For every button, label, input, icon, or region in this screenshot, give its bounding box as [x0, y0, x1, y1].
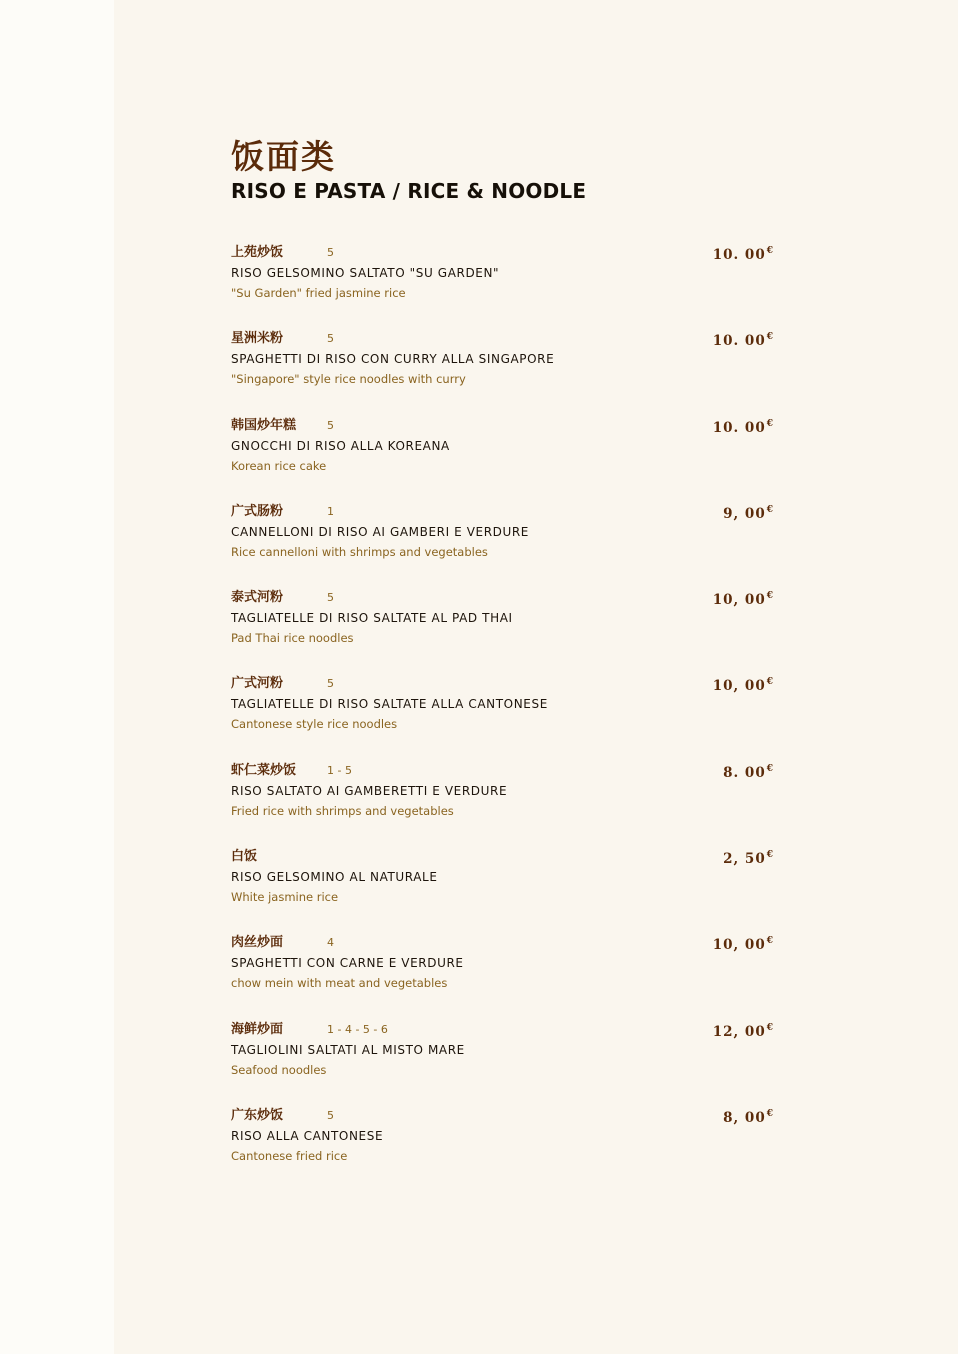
currency-symbol: € [766, 246, 773, 256]
dish-name-english: Cantonese fried rice [231, 1148, 348, 1163]
dish-price [713, 326, 773, 352]
currency-symbol: € [766, 1108, 773, 1119]
menu-item [231, 1102, 773, 1188]
dish-price [713, 585, 773, 611]
dish-price [713, 930, 773, 956]
dish-name-chinese: 星洲米粉 [231, 331, 284, 347]
dish-name-english: Cantonese style rice noodles [231, 717, 398, 732]
price-value: 10. 00 [712, 247, 766, 263]
currency-symbol: € [766, 850, 773, 861]
price-value: 9, 00 [723, 505, 766, 522]
menu-item [231, 757, 773, 843]
allergen-codes: 1 [327, 504, 334, 518]
dish-name-chinese: 广式肠粉 [231, 503, 284, 519]
allergen-codes: 4 [327, 936, 334, 950]
dish-name-english: Seafood noodles [231, 1062, 327, 1077]
dish-name-italian: GNOCCHI DI RISO ALLA KOREANA [231, 438, 450, 453]
dish-name-chinese: 肉丝炒面 [231, 935, 284, 951]
dish-name-chinese: 虾仁菜炒饭 [231, 762, 297, 778]
dish-price [713, 413, 773, 439]
menu-item [231, 1016, 773, 1102]
dish-name-english: "Su Garden" fried jasmine rice [231, 286, 406, 300]
dish-name-chinese: 广东炒饭 [231, 1107, 284, 1123]
dish-name-english: "Singapore" style rice noodles with curry [231, 372, 466, 387]
menu-list [231, 239, 773, 1188]
price-value: 10, 00 [712, 592, 766, 609]
menu-item [231, 670, 773, 756]
dish-name-italian: CANNELLONI DI RISO AI GAMBERI E VERDURE [231, 524, 529, 539]
price-value: 10, 00 [712, 678, 766, 695]
dish-name-italian: TAGLIATELLE DI RISO SALTATE ALLA CANTONESE [231, 697, 548, 712]
dish-name-english: chow mein with meat and vegetables [231, 976, 448, 991]
dish-name-italian: RISO SALTATO AI GAMBERETTI E VERDURE [231, 783, 508, 798]
menu-item [231, 239, 773, 325]
menu-item [231, 498, 773, 584]
dish-price [713, 1017, 773, 1043]
currency-symbol: € [766, 677, 773, 688]
dish-name-english: Pad Thai rice noodles [231, 631, 354, 646]
dish-name-chinese: 泰式河粉 [231, 590, 284, 606]
dish-name-chinese: 白饭 [231, 849, 258, 865]
menu-item [231, 584, 773, 670]
dish-name-italian: RISO GELSOMINO AL NATURALE [231, 870, 438, 885]
currency-symbol: € [766, 332, 773, 343]
dish-name-chinese: 韩国炒年糕 [231, 417, 297, 433]
section-title-chinese: 饭面类 [231, 137, 336, 176]
allergen-codes: 5 [327, 677, 334, 691]
dish-price [713, 240, 773, 266]
price-value: 8. 00 [723, 764, 766, 781]
allergen-codes: 1 - 4 - 5 - 6 [327, 1022, 388, 1036]
dish-name-italian: TAGLIATELLE DI RISO SALTATE AL PAD THAI [231, 611, 513, 626]
price-value: 10, 00 [712, 937, 766, 954]
dish-price [723, 1103, 773, 1129]
currency-symbol: € [766, 763, 773, 774]
currency-symbol: € [766, 1022, 773, 1033]
currency-symbol: € [766, 504, 773, 515]
dish-name-english: White jasmine rice [231, 890, 339, 905]
dish-name-italian: RISO ALLA CANTONESE [231, 1128, 384, 1143]
page-margin-strip [0, 0, 114, 1354]
dish-price [713, 671, 773, 697]
dish-name-chinese: 上苑炒饭 [231, 245, 284, 260]
menu-item [231, 412, 773, 498]
currency-symbol: € [766, 418, 773, 429]
allergen-codes: 5 [327, 246, 334, 259]
dish-name-italian: SPAGHETTI CON CARNE E VERDURE [231, 956, 464, 971]
dish-name-english: Korean rice cake [231, 458, 327, 473]
allergen-codes: 5 [327, 418, 334, 432]
dish-name-italian: RISO GELSOMINO SALTATO "SU GARDEN" [231, 266, 500, 280]
dish-price [723, 499, 773, 525]
dish-price [723, 844, 773, 870]
allergen-codes: 5 [327, 1108, 334, 1122]
price-value: 10. 00 [712, 419, 766, 436]
dish-name-english: Rice cannelloni with shrimps and vegetables [231, 544, 488, 559]
menu-item [231, 843, 773, 929]
dish-name-italian: TAGLIOLINI SALTATI AL MISTO MARE [231, 1042, 465, 1057]
price-value: 12, 00 [712, 1023, 766, 1040]
currency-symbol: € [766, 591, 773, 602]
price-value: 10. 00 [712, 333, 766, 350]
allergen-codes: 5 [327, 332, 334, 346]
allergen-codes: 5 [327, 591, 334, 605]
dish-name-chinese: 海鲜炒面 [231, 1021, 284, 1037]
menu-item [231, 325, 773, 411]
currency-symbol: € [766, 936, 773, 947]
dish-name-italian: SPAGHETTI DI RISO CON CURRY ALLA SINGAPORE [231, 352, 555, 367]
dish-name-english: Fried rice with shrimps and vegetables [231, 803, 454, 818]
price-value: 2, 50 [723, 851, 766, 868]
dish-price [723, 758, 773, 784]
price-value: 8, 00 [723, 1109, 766, 1126]
section-title-english: RISO E PASTA / RICE & NOODLE [231, 179, 587, 203]
menu-item [231, 929, 773, 1015]
allergen-codes: 1 - 5 [327, 763, 352, 777]
dish-name-chinese: 广式河粉 [231, 676, 284, 692]
